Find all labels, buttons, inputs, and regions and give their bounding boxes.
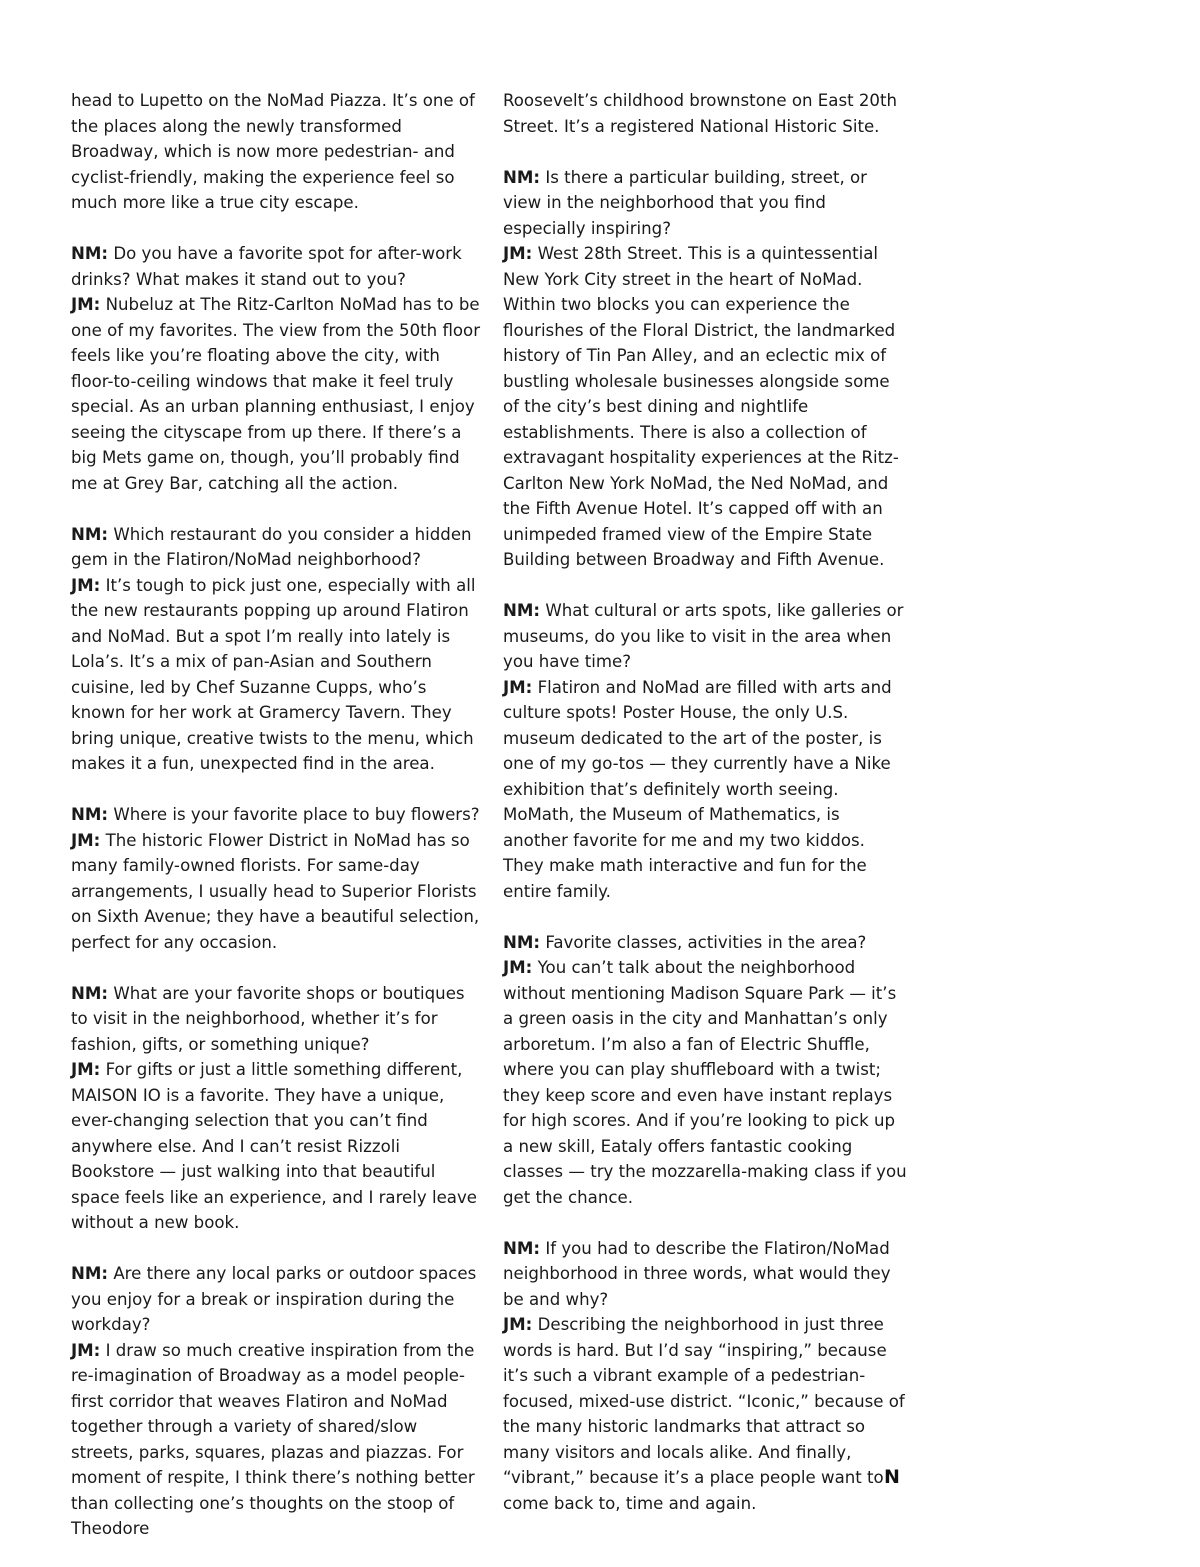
qa-block bbox=[71, 241, 483, 496]
question-label: NM: bbox=[503, 167, 541, 187]
end-of-article-mark: N bbox=[884, 1466, 900, 1488]
question bbox=[503, 165, 909, 242]
question bbox=[503, 1236, 909, 1313]
answer-label: JM: bbox=[71, 830, 101, 850]
question-text: Is there a particular building, street, or view in the neighborhood that you find especially inspiring? bbox=[503, 167, 867, 238]
answer-text: It’s tough to pick just one, especially with all the new restaurants popping up around Flatiron and NoMad. But a spot I’m really into lately is Lola’s. It’s a mix of pan-Asian and Southern cuisine, led by Chef Suzanne Cupps, who’s known for her work at Gramercy Tavern. They bring unique, creative twists to the menu, which makes it a fun, unexpected find in the area. bbox=[71, 575, 476, 773]
answer bbox=[503, 1312, 909, 1516]
left-column bbox=[71, 88, 483, 1567]
answer bbox=[503, 241, 909, 573]
question-label: NM: bbox=[71, 1264, 109, 1283]
question bbox=[71, 802, 483, 828]
question-label: NM: bbox=[503, 1238, 541, 1258]
answer-text: West 28th Street. This is a quintessential New York City street in the heart of NoMad. Within two blocks you can experience the flourishes of the Floral District, the landmarked history of Tin Pan Alley, and an eclectic mix of bustling wholesale businesses alongside some of the city’s best dining and nightlife establishments. There is also a collection of extravagant hospitality experiences at the Ritz-Carlton New York NoMad, the Ned NoMad, and the Fifth Avenue Hotel. It’s capped off with an unimpeded framed view of the Empire State Building between Broadway and Fifth Avenue. bbox=[503, 244, 899, 569]
continuation-paragraph: Roosevelt’s childhood brownstone on East 20th Street. It’s a registered National Historic Site. bbox=[503, 91, 898, 136]
question-label: NM: bbox=[71, 244, 109, 263]
question bbox=[503, 930, 909, 956]
answer-label: JM: bbox=[71, 1340, 101, 1360]
answer-text: The historic Flower District in NoMad has so many family-owned florists. For same-day arrangements, I usually head to Superior Florists on Sixth Avenue; they have a beautiful selection, perfect for any occasion. bbox=[71, 830, 480, 952]
question-label: NM: bbox=[503, 601, 541, 620]
answer-text: Flatiron and NoMad are filled with arts and culture spots! Poster House, the only U.S. museum dedicated to the art of the poster, is one of my go-tos — they currently have a Nike exhibition that’s definitely worth seeing. MoMath, the Museum of Mathematics, is another favorite for me and my two kiddos. They make math interactive and fun for the entire family. bbox=[503, 677, 892, 901]
qa-block bbox=[503, 1236, 909, 1517]
question bbox=[503, 598, 909, 675]
answer bbox=[71, 1057, 483, 1236]
question-text: What are your favorite shops or boutiques to visit in the neighborhood, whether it’s for fashion, gifts, or something unique? bbox=[71, 983, 465, 1054]
intro-paragraph: head to Lupetto on the NoMad Piazza. It’s one of the places along the newly transformed Broadway, which is now more pedestrian- and cyclist-friendly, making the experience feel so much more like a true city escape. bbox=[71, 91, 475, 212]
answer-text: I draw so much creative inspiration from the re-imagination of Broadway as a model people-first corridor that weaves Flatiron and NoMad together through a variety of shared/slow streets, parks, squares, plazas and piazzas. For moment of respite, I think there’s nothing better than collecting one’s thoughts on the stoop of Theodore bbox=[71, 1340, 475, 1538]
question bbox=[71, 981, 483, 1058]
answer-label: JM: bbox=[71, 1060, 101, 1079]
question-text: What cultural or arts spots, like galleries or museums, do you like to visit in the area when you have time? bbox=[503, 601, 904, 671]
answer-text: You can’t talk about the neighborhood without mentioning Madison Square Park — it’s a green oasis in the city and Manhattan’s only arboretum. I’m also a fan of Electric Shuffle, where you can play shuffleboard with a twist; they keep score and even have instant replays for high scores. And if you’re looking to pick up a new skill, Eataly offers fantastic cooking classes — try the mozzarella-making class if you get the chance. bbox=[503, 958, 907, 1207]
question-text: Are there any local parks or outdoor spaces you enjoy for a break or inspiration during the workday? bbox=[71, 1264, 477, 1334]
question-label: NM: bbox=[503, 932, 541, 952]
answer bbox=[71, 573, 483, 777]
answer-label: JM: bbox=[503, 958, 533, 977]
answer bbox=[71, 292, 483, 496]
qa-block bbox=[503, 598, 909, 904]
answer bbox=[503, 955, 909, 1210]
answer-text: Describing the neighborhood in just three words is hard. But I’d say “inspiring,” because it’s such a vibrant example of a pedestrian-focused, mixed-use district. “Iconic,” because of the many historic landmarks that attract so many visitors and locals alike. And finally, “vibrant,” because it’s a place people want to come back to, time and again. bbox=[503, 1315, 905, 1513]
question-text: Do you have a favorite spot for after-work drinks? What makes it stand out to you? bbox=[71, 244, 462, 289]
question-text: Which restaurant do you consider a hidden gem in the Flatiron/NoMad neighborhood? bbox=[71, 524, 472, 569]
question-label: NM: bbox=[71, 983, 109, 1003]
question-text: If you had to describe the Flatiron/NoMad neighborhood in three words, what would they be and why? bbox=[503, 1238, 891, 1309]
answer-label: JM: bbox=[503, 677, 533, 697]
question bbox=[71, 241, 483, 292]
answer-text: For gifts or just a little something different, MAISON IO is a favorite. They have a unique, ever-changing selection that you can’t find anywhere else. And I can’t resist Rizzoli Bookstore — just walking into that beautiful space feels like an experience, and I rarely leave without a new book. bbox=[71, 1060, 477, 1232]
answer bbox=[503, 675, 909, 905]
qa-block bbox=[71, 981, 483, 1236]
question bbox=[71, 1261, 483, 1338]
answer-text: Nubeluz at The Ritz-Carlton NoMad has to be one of my favorites. The view from the 50th floor feels like you’re floating above the city, with floor-to-ceiling windows that make it feel truly special. As an urban planning enthusiast, I enjoy seeing the cityscape from up there. If there’s a big Mets game on, though, you’ll probably find me at Grey Bar, catching all the action. bbox=[71, 295, 481, 493]
answer bbox=[71, 1338, 483, 1542]
qa-block bbox=[71, 1261, 483, 1542]
answer-label: JM: bbox=[71, 575, 101, 595]
question-text: Where is your favorite place to buy flowers? bbox=[113, 805, 480, 824]
question-text: Favorite classes, activities in the area? bbox=[545, 932, 867, 952]
qa-block bbox=[503, 930, 909, 1211]
question-label: NM: bbox=[71, 524, 109, 544]
qa-block bbox=[503, 165, 909, 573]
question bbox=[71, 522, 483, 573]
answer-label: JM: bbox=[503, 244, 533, 263]
answer bbox=[71, 828, 483, 956]
answer-label: JM: bbox=[503, 1315, 533, 1334]
qa-block bbox=[71, 802, 483, 955]
right-column bbox=[503, 88, 909, 1542]
question-label: NM: bbox=[71, 805, 109, 824]
qa-block bbox=[71, 522, 483, 777]
answer-label: JM: bbox=[71, 295, 101, 314]
